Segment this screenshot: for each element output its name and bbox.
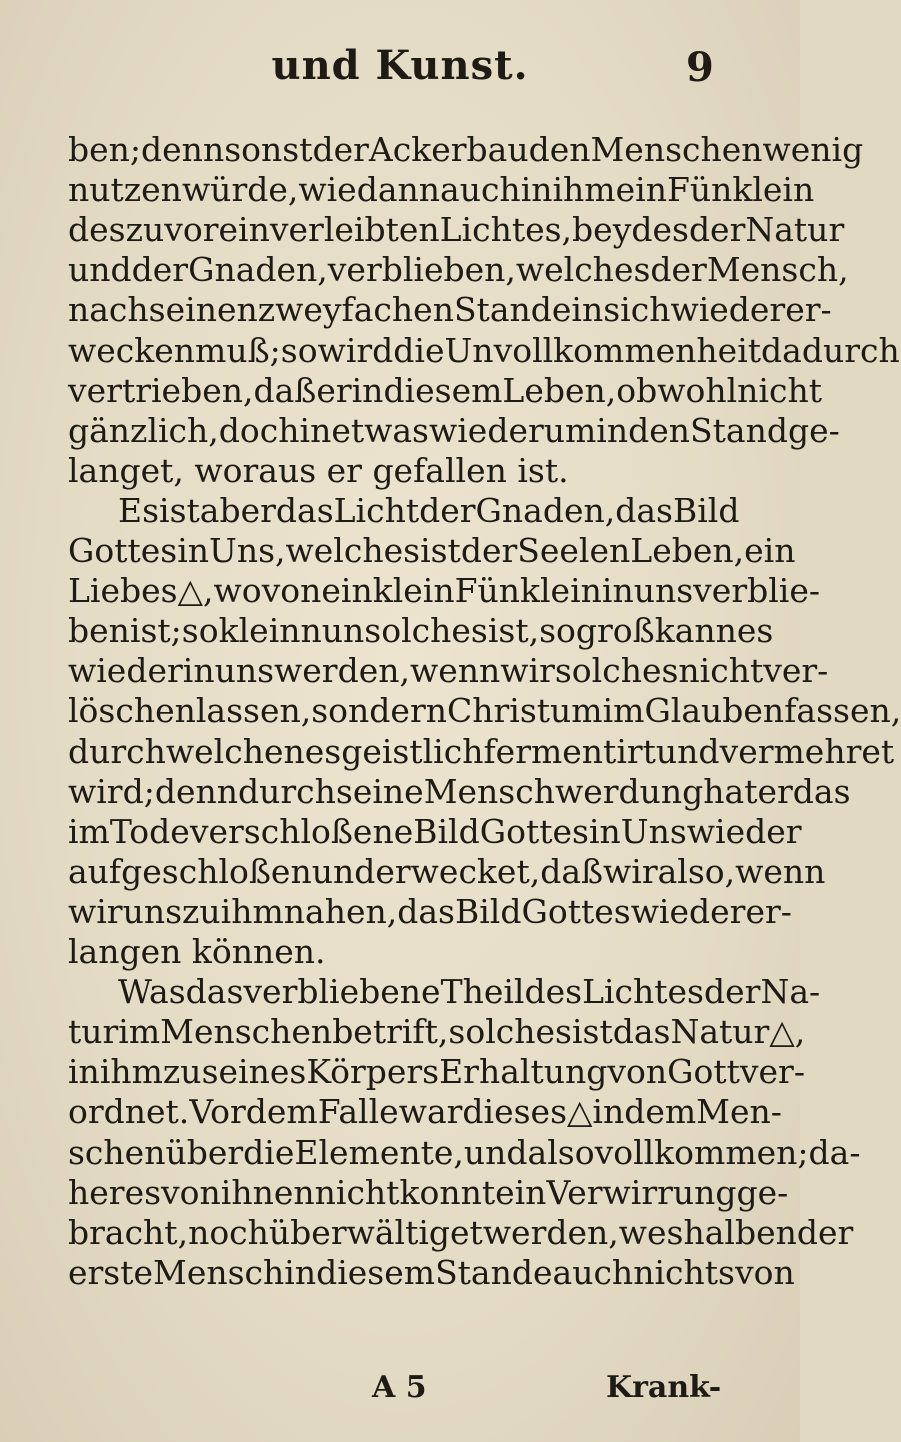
text-line: in ihm zu seines Körpers Erhaltung von Gott ver- xyxy=(68,1052,805,1092)
page-number: 9 xyxy=(686,44,714,91)
text-line: wieder in uns werden, wenn wir solches nicht ver- xyxy=(68,651,829,691)
text-line: und der Gnaden, verblieben, welches der Mensch, xyxy=(68,250,849,290)
text-line: Liebes △, wovon ein klein Fünklein in uns verblie- xyxy=(68,571,821,611)
page-footer xyxy=(0,1370,800,1410)
text-line: Gottes in Uns, welches ist der Seelen Leben, ein xyxy=(68,531,796,570)
text-line: durch welchen es geistlich fermentirt und vermehret xyxy=(68,731,895,771)
running-head: und Kunst. xyxy=(271,42,529,89)
text-line: schen über die Elemente, und also vollkommen; da- xyxy=(68,1132,861,1172)
text-line: Es ist aber das Licht der Gnaden, das Bild xyxy=(118,490,740,530)
text-line: erste Mensch in diesem Stande auch nichts von xyxy=(68,1252,795,1292)
catchword: Krank- xyxy=(606,1370,722,1405)
text-line: langen können. xyxy=(68,932,326,971)
text-line: Was das verbliebene Theil des Lichtes der Na- xyxy=(118,972,821,1012)
text-line: bracht, noch überwältiget werden, weshalben der xyxy=(68,1212,854,1252)
text-line: wird; denn durch seine Menschwerdung hat er das xyxy=(68,771,851,811)
text-line: löschen lassen, sondern Christum im Glauben fassen, xyxy=(68,691,901,731)
text-line: tur im Menschen betrift, solches ist das Natur △, xyxy=(68,1012,806,1052)
text-line: aufgeschloßen und erwecket, daß wir also, wenn xyxy=(68,851,826,891)
text-line: nach seinen zweyfachen Stande in sich wieder er- xyxy=(68,290,832,330)
text-line: gänzlich, doch in etwas wiederum in den Stand ge- xyxy=(68,410,840,450)
text-line: nutzen würde, wie dann auch in ihm ein Fünklein xyxy=(68,170,815,210)
text-line: des zuvor einverleibten Lichtes, beydes der Natur xyxy=(68,210,845,250)
text-line: her es von ihnen nicht konnte in Verwirrung ge- xyxy=(68,1172,789,1212)
text-line: wecken muß; so wird die Unvollkommenheit dadurch xyxy=(68,330,900,370)
text-line: wir uns zu ihm nahen, das Bild Gottes wieder er- xyxy=(68,891,792,931)
text-line: ben; denn sonst der Ackerbau den Menschen wenig xyxy=(68,130,864,169)
text-line: vertrieben, daß er in diesem Leben, obwohl nicht xyxy=(68,370,822,410)
text-line: im Tode verschloßene Bild Gottes in Uns wieder xyxy=(68,811,802,851)
text-line: ordnet. Vor dem Falle war dieses △ in dem Men- xyxy=(68,1092,782,1132)
signature-mark: A 5 xyxy=(372,1370,427,1405)
text-line: langet, woraus er gefallen ist. xyxy=(68,450,569,490)
text-line: ben ist; so klein nun solches ist, so groß kann es xyxy=(68,611,774,651)
